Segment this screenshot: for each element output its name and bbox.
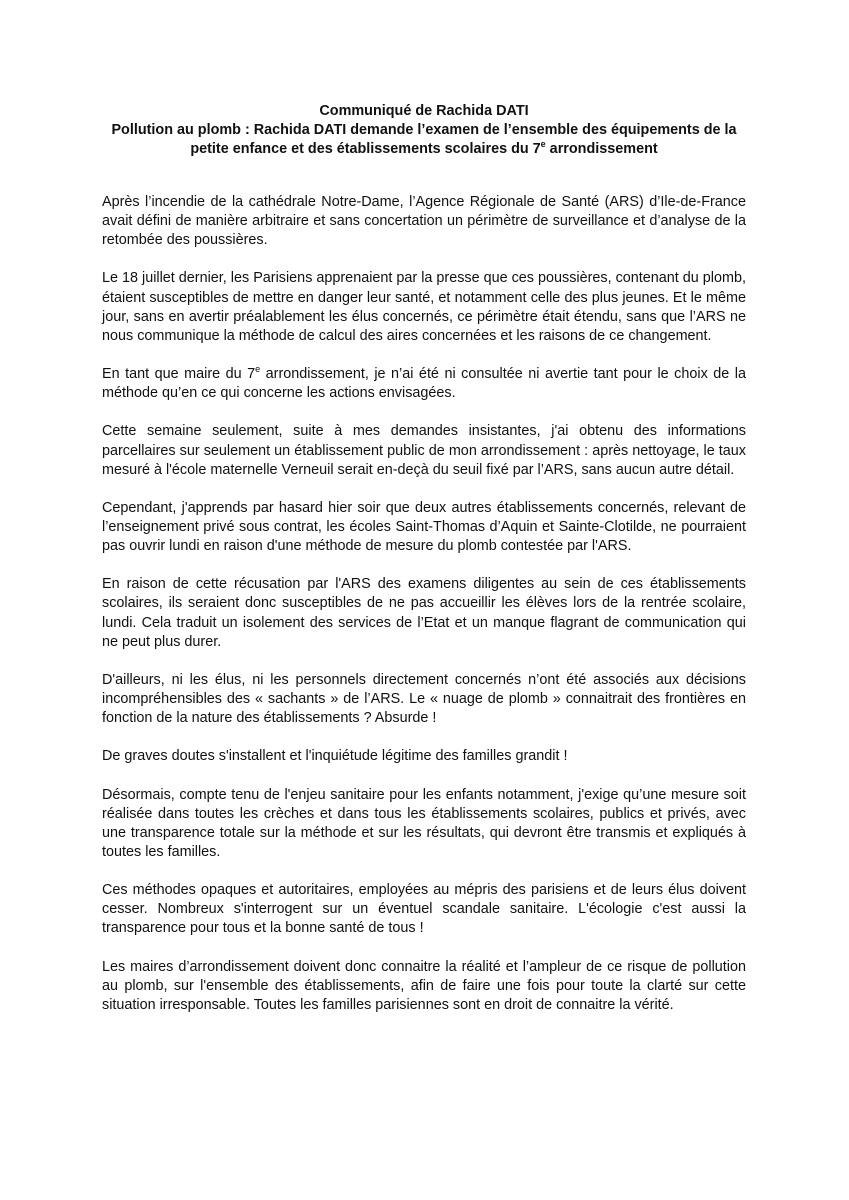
paragraph-3-tail: arrondissement, je n’ai été ni consultée ni avertie tant pour le choix de la méthode qu’en ce qui concerne les actions envisagées.	[102, 366, 746, 402]
paragraph-2: Le 18 juillet dernier, les Parisiens apprenaient par la presse que ces poussières, contenant du plomb, étaient susceptibles de mettre en danger leur santé, et notamment celle des plus jeunes. Et le même jour, sans en avertir préalablement les élus concernés, ce périmètre était étendu, sans que l’ARS ne nous communique la méthode de calcul des aires concernées et les raisons de ce changement.	[102, 270, 746, 344]
header-title: Communiqué de Rachida DATI	[319, 103, 529, 119]
press-release-header	[110, 102, 738, 159]
paragraph-10: Ces méthodes opaques et autoritaires, employées au mépris des parisiens et de leurs élus doivent cesser. Nombreux s'interrogent sur un éventuel scandale sanitaire. L'écologie c'est aussi la transparence pour tous et la bonne santé de tous !	[102, 882, 746, 937]
paragraph-7: D'ailleurs, ni les élus, ni les personnels directement concernés n’ont été associés aux décisions incompréhensibles des « sachants » de l’ARS. Le « nuage de plomb » connaitrait des frontières en fonction de la nature des établissements ? Absurde !	[102, 671, 746, 727]
header-subtitle-text: petite enfance et des établissements scolaires du 7	[190, 141, 541, 157]
paragraph-4: Cette semaine seulement, suite à mes demandes insistantes, j'ai obtenu des informations parcellaires sur seulement un établissement public de mon arrondissement : après nettoyage, le taux mesuré à l'école maternelle Verneuil serait en-deçà du seuil fixé par l’ARS, sans aucun autre détail.	[102, 423, 746, 478]
paragraph-5: Cependant, j'apprends par hasard hier soir que deux autres établissements concernés, relevant de l’enseignement privé sous contrat, les écoles Saint-Thomas d’Aquin et Sainte-Clotilde, ne pourraient pas ouvrir lundi en raison d'une méthode de mesure du plomb contestée par l'ARS.	[102, 499, 746, 555]
header-subtitle-line-2	[110, 140, 738, 159]
paragraph-9: Désormais, compte tenu de l'enjeu sanitaire pour les enfants notamment, j'exige qu’une mesure soit réalisée dans toutes les crèches et dans tous les établissements scolaires, publics et privés, avec une transparence totale sur la méthode et sur les résultats, qui devront être transmis et expliqués à toutes les familles.	[102, 786, 746, 860]
header-subtitle-tail: arrondissement	[545, 141, 658, 157]
press-release-body	[102, 193, 746, 1034]
paragraph-3	[102, 365, 746, 403]
paragraph-11: Les maires d’arrondissement doivent donc connaitre la réalité et l’ampleur de ce risque de pollution au plomb, sur l'ensemble des établissements, afin de faire une fois pour toute la clarté sur cette situation irresponsable. Toutes les familles parisiennes sont en droit de connaitre la vérité.	[102, 958, 746, 1013]
paragraph-8: De graves doutes s'installent et l'inquiétude légitime des familles grandit !	[102, 748, 568, 765]
paragraph-3-text: En tant que maire du 7	[102, 366, 256, 383]
paragraph-3-superscript: e	[255, 364, 261, 375]
header-subtitle-line-1: Pollution au plomb : Rachida DATI demande l’examen de l’ensemble des équipements de la	[111, 122, 737, 138]
paragraph-6: En raison de cette récusation par l'ARS des examens diligentes au sein de ces établissements scolaires, ils seraient donc susceptibles de ne pas accueillir les élèves lors de la rentrée scolaire, lundi. Cela traduit un isolement des services de l’Etat et un manque flagrant de communication qui ne peut plus durer.	[102, 576, 746, 650]
header-ordinal-superscript: e	[540, 139, 546, 149]
paragraph-1: Après l’incendie de la cathédrale Notre-Dame, l’Agence Régionale de Santé (ARS) d’Ile-de-France avait défini de manière arbitraire et sans concertation un périmètre de surveillance et d’analyse de la retombée des poussières.	[102, 194, 746, 249]
